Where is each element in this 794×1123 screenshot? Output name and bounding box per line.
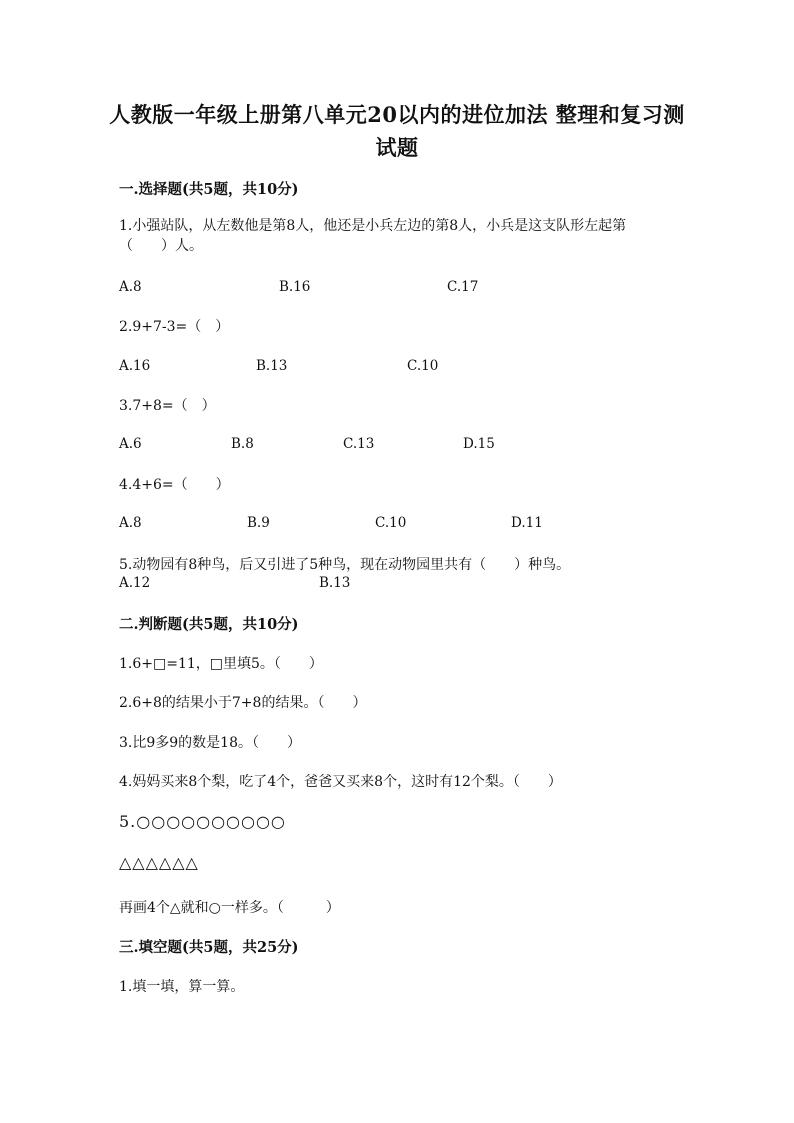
section-heading-fill: 三.填空题(共5题，共25分) xyxy=(119,939,299,956)
judge-question-5-circles: 5.○○○○○○○○○○ xyxy=(119,812,286,831)
choice-5-option-b: B.13 xyxy=(319,575,351,591)
choice-question-2: 2.9+7-3=（ ） xyxy=(119,319,230,335)
choice-question-5: 5.动物园有8种鸟，后又引进了5种鸟，现在动物园里共有（ ）种鸟。 xyxy=(119,557,571,573)
fill-question-1: 1.填一填，算一算。 xyxy=(119,979,245,995)
choice-2-option-c: C.10 xyxy=(407,358,439,374)
choice-3-option-b: B.8 xyxy=(231,436,254,452)
choice-2-option-a: A.16 xyxy=(119,358,151,374)
choice-3-option-d: D.15 xyxy=(463,436,495,452)
choice-question-1: 1.小强站队，从左数他是第8人，他还是小兵左边的第8人，小兵是这支队形左起第（ ）人。 xyxy=(119,218,627,254)
judge-question-1: 1.6+□=11，□里填5。（ ） xyxy=(119,656,323,672)
choice-4-option-d: D.11 xyxy=(511,515,543,531)
section-heading-judge: 二.判断题(共5题，共10分) xyxy=(119,616,299,633)
judge-question-5-text: 再画4个△就和○一样多。（ ） xyxy=(119,900,340,916)
choice-question-4: 4.4+6=（ ） xyxy=(119,477,230,493)
choice-4-option-b: B.9 xyxy=(247,515,270,531)
choice-5-option-a: A.12 xyxy=(119,575,151,591)
choice-1-option-a: A.8 xyxy=(119,279,142,295)
choice-4-option-a: A.8 xyxy=(119,515,142,531)
choice-3-option-a: A.6 xyxy=(119,436,142,452)
choice-3-option-c: C.13 xyxy=(343,436,375,452)
choice-1-option-b: B.16 xyxy=(279,279,311,295)
page-title: 人教版一年级上册第八单元20以内的进位加法 整理和复习测试题 xyxy=(109,102,685,160)
choice-4-option-c: C.10 xyxy=(375,515,407,531)
judge-question-4: 4.妈妈买来8个梨，吃了4个，爸爸又买来8个，这时有12个梨。（ ） xyxy=(119,774,562,790)
judge-question-3: 3.比9多9的数是18。（ ） xyxy=(119,735,301,751)
judge-question-2: 2.6+8的结果小于7+8的结果。（ ） xyxy=(119,695,367,711)
choice-2-option-b: B.13 xyxy=(256,358,288,374)
judge-question-5-triangles: △△△△△△ xyxy=(119,853,199,872)
choice-1-option-c: C.17 xyxy=(447,279,479,295)
choice-question-3: 3.7+8=（ ） xyxy=(119,398,216,414)
section-heading-choice: 一.选择题(共5题，共10分) xyxy=(119,181,299,198)
